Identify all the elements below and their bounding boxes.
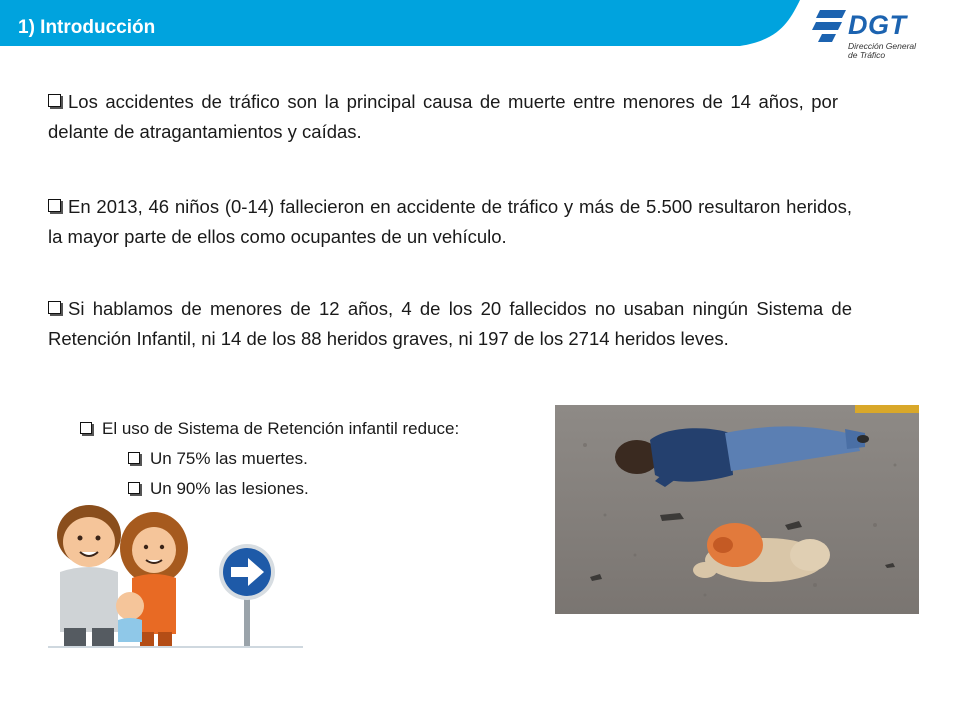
bullet-item: Si hablamos de menores de 12 años, 4 de los 20 fallecidos no usaban ningún Sistema de Retención Infantil, ni 14 de los 88 heridos graves, ni 197 de los 2714 heridos leves. [48, 298, 852, 349]
checkbox-bullet-icon [80, 422, 92, 434]
logo-subtitle: Dirección General de Tráfico [848, 41, 917, 60]
dgt-emblem-icon [812, 8, 848, 48]
sri-item: Un 90% las lesiones. [128, 478, 309, 500]
father-figure [57, 505, 121, 646]
sri-heading: El uso de Sistema de Retención infantil reduce: [80, 418, 459, 440]
accident-photo [555, 405, 919, 614]
arrow-right-sign-icon [219, 544, 275, 646]
bullet-item: En 2013, 46 niños (0-14) fallecieron en accidente de tráfico y más de 5.500 resultaron heridos, la mayor parte de ellos como ocupantes de un vehículo. [48, 196, 852, 247]
checkbox-bullet-icon [48, 94, 61, 107]
section-title: 1) Introducción [18, 17, 156, 38]
logo-wordmark: DGT [848, 10, 907, 40]
dgt-logo [812, 6, 942, 62]
checkbox-bullet-icon [48, 199, 61, 212]
sri-item: Un 75% las muertes. [128, 448, 308, 470]
checkbox-bullet-icon [128, 482, 140, 494]
family-illustration [48, 500, 308, 650]
checkbox-bullet-icon [48, 301, 61, 314]
bullet-item: Los accidentes de tráfico son la principal causa de muerte entre menores de 14 años, por delante de atragantamientos y caídas. [48, 91, 838, 142]
checkbox-bullet-icon [128, 452, 140, 464]
